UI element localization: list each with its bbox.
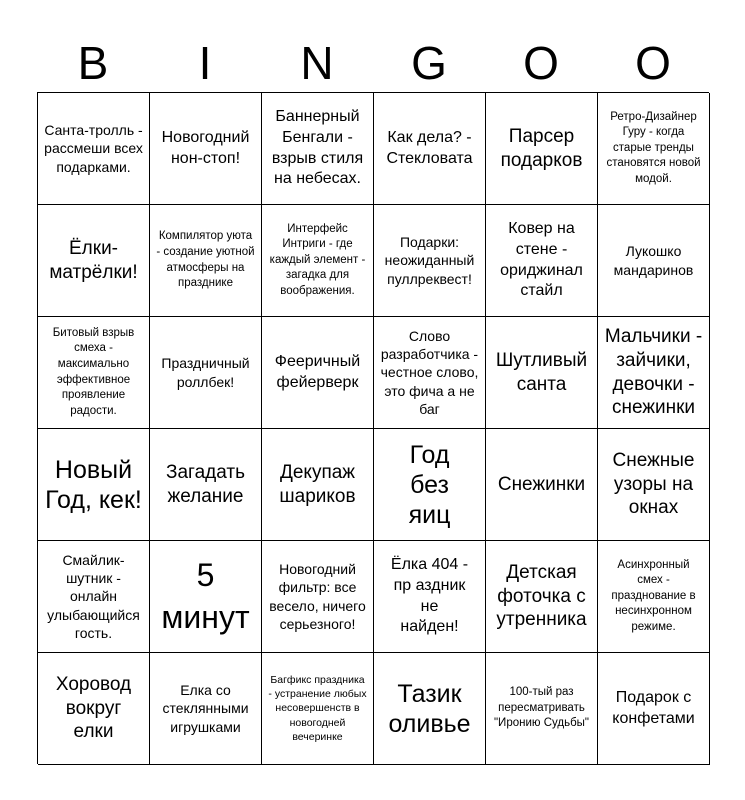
bingo-cell[interactable] [262, 541, 374, 653]
bingo-cell[interactable] [38, 205, 150, 317]
bingo-cell-text: Подарок с конфетами [612, 688, 695, 727]
bingo-cell[interactable] [38, 429, 150, 541]
header-letter-i: I [198, 37, 212, 89]
bingo-cell-text: Ретро-Дизайнер Гуру - когда старые тренды становятся новой модой. [606, 110, 701, 185]
bingo-cell[interactable] [486, 653, 598, 765]
bingo-cell-text: Асинхронный смех - празднование в несинхронном режиме. [611, 558, 696, 633]
bingo-cell[interactable] [374, 541, 486, 653]
bingo-cell-text: Снежинки [497, 473, 586, 495]
bingo-cell-text: Ковер на стене - ориджинал стайл [500, 219, 583, 300]
bingo-cell-text: Фееричный фейерверк [274, 352, 361, 391]
bingo-cell[interactable] [150, 317, 262, 429]
bingo-cell[interactable] [262, 93, 374, 205]
bingo-cell-text: Год без яиц [408, 440, 451, 529]
bingo-header [37, 34, 709, 92]
bingo-cell[interactable] [150, 429, 262, 541]
bingo-cell-text: Как дела? - Стекловата [386, 128, 473, 167]
bingo-cell[interactable] [486, 317, 598, 429]
bingo-cell[interactable] [486, 541, 598, 653]
bingo-cell-text: 100-тый раз пересматривать "Иронию Судьбы" [493, 686, 590, 730]
header-letter-g: G [411, 37, 447, 89]
bingo-cell-text: Лукошко мандаринов [613, 243, 694, 278]
bingo-cell[interactable] [374, 205, 486, 317]
bingo-cell[interactable] [598, 205, 710, 317]
bingo-cell[interactable] [262, 205, 374, 317]
bingo-cell[interactable] [38, 653, 150, 765]
bingo-cell-text: Елка со стеклянными игрушками [162, 682, 249, 735]
bingo-cell-text: Багфикс праздника - устранение любых несовершенств в новогодней вечеринке [268, 674, 367, 743]
header-letter-n: N [300, 37, 334, 89]
bingo-cell[interactable] [262, 429, 374, 541]
header-letter-o: O [523, 37, 559, 89]
bingo-cell[interactable] [598, 429, 710, 541]
bingo-cell[interactable] [38, 93, 150, 205]
bingo-cell[interactable] [150, 653, 262, 765]
bingo-cell-text: Новогодний нон-стоп! [161, 128, 250, 167]
bingo-cell-text: Подарки: неожиданный пуллреквест! [384, 234, 475, 287]
bingo-cell-text: Тазик оливье [388, 679, 471, 738]
bingo-cell-text: 5 минут [161, 556, 250, 635]
bingo-cell-text: Шутливый санта [495, 349, 588, 395]
bingo-cell-text: Новый Год, кек! [45, 455, 142, 514]
bingo-cell-text: Смайлик-шутник - онлайн улыбающийся гость. [47, 552, 140, 641]
bingo-grid [37, 92, 709, 764]
bingo-cell[interactable] [38, 541, 150, 653]
bingo-cell-text: Детская фоточка с утренника [496, 561, 587, 631]
bingo-cell-text: Баннерный Бенгали - взрыв стиля на небесах. [271, 107, 364, 188]
bingo-cell[interactable] [598, 541, 710, 653]
bingo-cell[interactable] [486, 93, 598, 205]
bingo-cell[interactable] [486, 429, 598, 541]
bingo-cell[interactable] [374, 653, 486, 765]
header-letter-o-2: O [635, 37, 671, 89]
bingo-cell-text: Новогодний фильтр: все весело, ничего серьезного! [269, 561, 366, 632]
bingo-cell[interactable] [150, 541, 262, 653]
bingo-cell-text: Санта-тролль - рассмеши всех подарками. [44, 122, 143, 175]
bingo-cell-text: Интерфейс Интриги - где каждый элемент - загадка для воображения. [269, 222, 366, 297]
bingo-cell-text: Снежные узоры на окнах [612, 449, 695, 519]
bingo-cell-text: Загадать желание [166, 461, 245, 507]
bingo-cell[interactable] [150, 205, 262, 317]
bingo-cell-text: Компилятор уюта - создание уютной атмосферы на празднике [156, 230, 255, 290]
bingo-cell-text: Парсер подарков [500, 125, 583, 171]
bingo-cell-text: Мальчики - зайчики, девочки - снежинки [604, 326, 703, 419]
bingo-cell-text: Декупаж шариков [279, 461, 356, 507]
bingo-cell-text: Ёлка 404 - пр аздник не найден! [390, 555, 469, 636]
header-letter-b: B [77, 37, 109, 89]
bingo-cell[interactable] [150, 93, 262, 205]
bingo-cell[interactable] [598, 653, 710, 765]
bingo-cell-text: Слово разработчика - честное слово, это фича а не баг [380, 328, 479, 417]
bingo-cell[interactable] [486, 205, 598, 317]
bingo-cell-text: Праздничный роллбек! [161, 355, 250, 390]
bingo-cell[interactable] [262, 653, 374, 765]
bingo-cell[interactable] [598, 93, 710, 205]
bingo-cell-text: Битовый взрыв смеха - максимально эффективное проявление радости. [52, 326, 135, 417]
bingo-cell[interactable] [374, 93, 486, 205]
bingo-cell[interactable] [374, 317, 486, 429]
bingo-cell[interactable] [38, 317, 150, 429]
bingo-cell[interactable] [598, 317, 710, 429]
bingo-cell-text: Хоровод вокруг елки [55, 673, 132, 743]
bingo-cell-text: Ёлки-матрёлки! [49, 237, 138, 283]
bingo-cell[interactable] [374, 429, 486, 541]
bingo-cell[interactable] [262, 317, 374, 429]
